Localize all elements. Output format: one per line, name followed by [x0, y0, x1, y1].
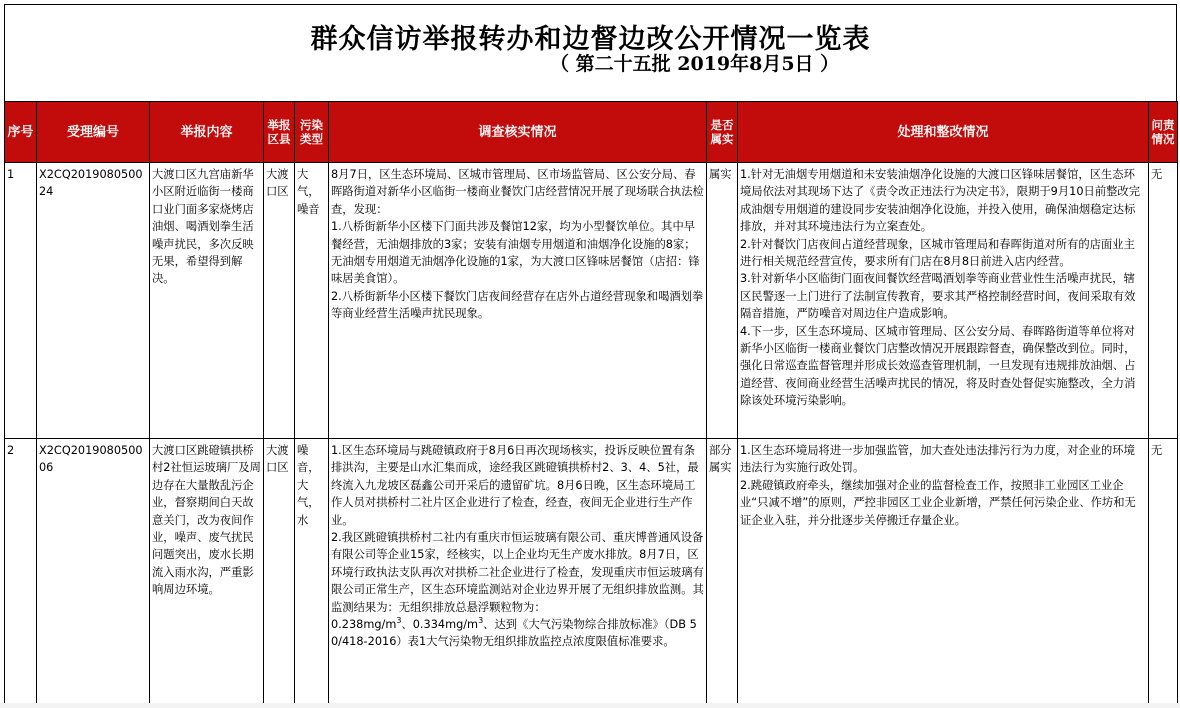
- measurement-value-2: 0.334mg/m: [412, 618, 479, 632]
- cell-content: 大渡口区九宫庙新华小区附近临街一楼商口业门面多家烧烤店油烟、喝酒划拳生活噪声扰民，多次反映无果，希望得到解决。: [150, 163, 264, 439]
- cell-id: X2CQ201908050024: [37, 163, 150, 439]
- investigation-paragraph: 1.区生态环境局与跳磴镇政府于8月6日再次现场核实，投诉反映位置有条排洪沟，主要是山水汇集而成，途经我区跳磴镇拱桥村2、3、4、5社，最终流入九龙坡区磊鑫公司开采后的遗留矿坑。8月6日晚，区生态环境局工作人员对拱桥村二社片区企业进行了检查，经查，夜间无企业进行生产作业。: [331, 444, 699, 527]
- header-content: 举报内容: [150, 102, 264, 163]
- cell-accountability: 无: [1149, 439, 1178, 705]
- cell-pollution: 噪音，大气，水: [295, 439, 329, 705]
- cell-content: 大渡口区跳磴镇拱桥村2社恒运玻璃厂及周边存在大量散乱污企业，督察期间白天故意关门，改为夜间作业，噪声、废气扰民问题突出，废水长期流入雨水沟，严重影响周边环境。: [150, 439, 264, 705]
- unit-exponent: 3: [478, 616, 484, 626]
- cell-district: 大渡口区: [264, 163, 295, 439]
- unit-exponent: 3: [396, 616, 402, 626]
- investigation-paragraph: 2.我区跳磴镇拱桥村二社内有重庆市恒运玻璃有限公司、重庆博普通风设备有限公司等企业15家，经核实，以上企业均无生产废水排放。8月7日，区环境行政执法支队再次对拱桥二社企业进行了检查，发现重庆市恒运玻璃有限公司正常生产，区生态环境监测站对企业边界开展了无组织排放监测。其监测结果为：无组织排放总悬浮颗粒物为：: [331, 531, 704, 614]
- measurement-value-1: 0.238mg/m: [331, 618, 397, 632]
- document-subtitle: （ 第二十五批 2019年8月5日 ）: [550, 53, 840, 75]
- report-table: [4, 101, 1178, 705]
- title-box: [4, 4, 1177, 102]
- header-row: [5, 102, 1178, 163]
- cell-pollution: 大气，噪音: [295, 163, 329, 439]
- cell-district: 大渡口区: [264, 439, 295, 705]
- cell-seq: 1: [5, 163, 37, 439]
- document-title: 群众信访举报转办和边督边改公开情况一览表: [310, 24, 871, 55]
- measurement-standard-text: 、达到《大气污染物综合排放标准》（DB 50/418-2016）表1大气污染物无组织排放监控点浓度限值标准要求。: [331, 618, 697, 649]
- header-pollution: 污染类型: [295, 102, 329, 163]
- cell-verified: 部分属实: [707, 439, 738, 705]
- header-accountability: 问责情况: [1149, 102, 1178, 163]
- handling-paragraph: 1.针对无油烟专用烟道和未安装油烟净化设施的大渡口区锋味居餐馆，区生态环境局依法对其现场下达了《责令改正违法行为决定书》，限期于9月10日前整改完成油烟专用烟道的建设同步安装油烟净化设施，并投入使用，确保油烟稳定达标排放，并对其环境违法行为立案查处。: [740, 168, 1141, 234]
- handling-paragraph: 3.针对新华小区临街门面夜间餐饮经营喝酒划拳等商业营业性生活噪声扰民，辖区民警逐一上门进行了法制宣传教育，要求其严格控制经营时间，夜间采取有效隔音措施，严防噪音对周边住户造成影响。: [740, 272, 1136, 321]
- header-handling: 处理和整改情况: [738, 102, 1149, 163]
- cell-verified: 属实: [707, 163, 738, 439]
- investigation-measurement: [331, 616, 704, 651]
- cell-investigation: [329, 163, 707, 439]
- cell-handling: [738, 439, 1149, 705]
- cell-id: X2CQ201908050006: [37, 439, 150, 705]
- header-district: 举报区县: [264, 102, 295, 163]
- investigation-paragraph: 1.八桥街新华小区楼下门面共涉及餐馆12家，均为小型餐饮单位。其中早餐经营，无油烟排放的3家；安装有油烟专用烟道和油烟净化设施的8家；无油烟专用烟道无油烟净化设施的1家，为大渡口区锋味居餐馆（店招：锋味居美食馆）。: [331, 220, 700, 286]
- handling-paragraph: 2.跳磴镇政府牵头，继续加强对企业的监督检查工作，按照非工业园区工业企业“只减不增”的原则，严控非园区工业企业新增，严禁任何污染企业、作坊和无证企业入驻，并分批逐步关停搬迁存量企业。: [740, 478, 1136, 527]
- header-investigation: 调查核实情况: [329, 102, 707, 163]
- cell-seq: 2: [5, 439, 37, 705]
- investigation-paragraph: 8月7日，区生态环境局、区城市管理局、区市场监管局、区公安分局、春晖路街道对新华小区临街一楼商业餐饮门店经营情况开展了现场联合执法检查，发现：: [331, 168, 704, 216]
- header-verified: 是否属实: [707, 102, 738, 163]
- header-seq: 序号: [5, 102, 37, 163]
- cell-investigation: [329, 439, 707, 705]
- cell-handling: [738, 163, 1149, 439]
- header-id: 受理编号: [37, 102, 150, 163]
- bottom-strip: [0, 703, 1180, 708]
- table-row: [5, 439, 1178, 705]
- handling-paragraph: 2.针对餐饮门店夜间占道经营现象，区城市管理局和春晖街道对所有的店面业主进行相关规范经营宣传，要求所有门店在8月8日前进入店内经营。: [740, 237, 1135, 269]
- handling-paragraph: 1.区生态环境局将进一步加强监管，加大查处违法排污行为力度，对企业的环境违法行为实施行政处罚。: [740, 444, 1135, 475]
- measurement-separator: 、: [401, 618, 413, 632]
- handling-paragraph: 4.下一步，区生态环境局、区城市管理局、区公安分局、春晖路街道等单位将对新华小区临街一楼商业餐饮门店整改情况开展跟踪督查，确保整改到位。同时，强化日常巡查监督管理并形成长效巡查管理机制，一旦发现有违规排放油烟、占道经营、夜间商业经营生活噪声扰民的情况，将及时查处督促实施整改，全力消除该处环境污染影响。: [740, 324, 1136, 408]
- cell-accountability: 无: [1149, 163, 1178, 439]
- investigation-paragraph: 2.八桥街新华小区楼下餐饮门店夜间经营存在店外占道经营现象和喝酒划拳等商业经营生活噪声扰民现象。: [331, 289, 704, 321]
- table-row: [5, 163, 1178, 439]
